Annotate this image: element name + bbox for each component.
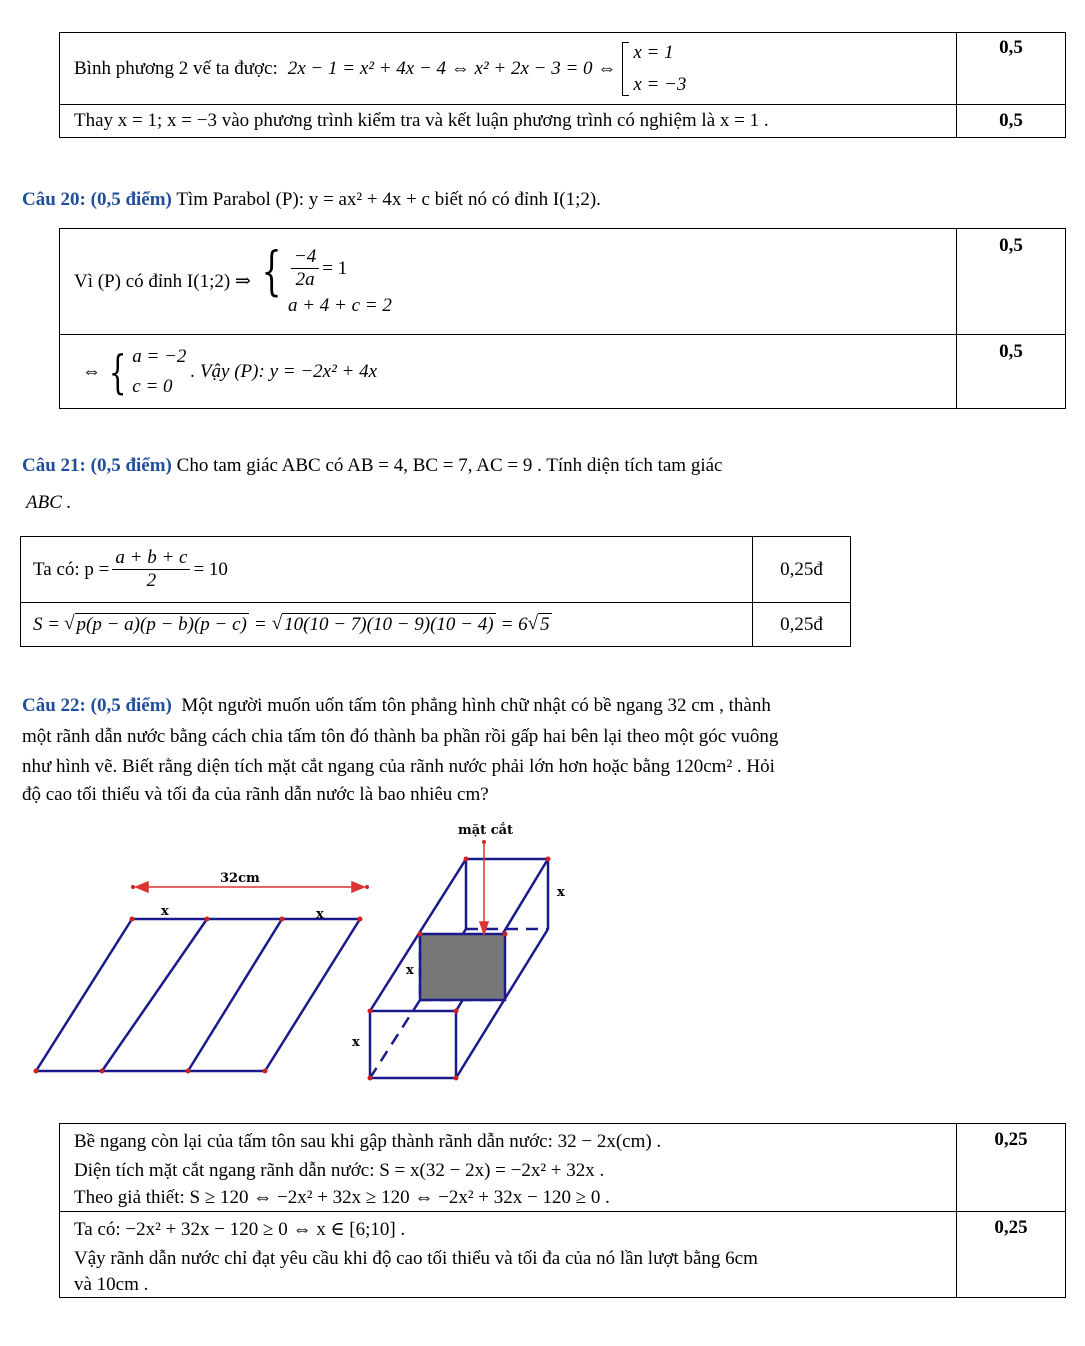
fig-width-label: 32cm	[220, 871, 260, 886]
q20-frac-num: −4	[291, 246, 319, 269]
q20-row1-lead: Vì (P) có đỉnh I(1;2) ⇒	[74, 271, 251, 292]
q21-row1-score: 0,25đ	[753, 537, 851, 603]
q22-row2-score: 0,25	[957, 1212, 1066, 1298]
fig-x-label-5: x	[352, 1035, 360, 1050]
q21-text1: Cho tam giác ABC có AB = 4, BC = 7, AC = 9 . Tính diện tích tam giác	[176, 455, 723, 476]
q21-row2-eq: =	[253, 613, 267, 635]
q21-row2-lhs: S =	[33, 613, 61, 635]
q21-radicand2: 10(10 − 7)(10 − 9)(10 − 4)	[284, 614, 494, 635]
q20-result-c: c = 0	[132, 375, 173, 397]
q20-title: Câu 20: (0,5 điểm)	[22, 189, 172, 210]
q21-row2-content: S = √ p(p − a)(p − b)(p − c) = √ 10(10 − 7)(10 − 9)(10 − 4) = 6 √ 5	[21, 603, 753, 647]
q21-title: Câu 21: (0,5 điểm)	[22, 455, 172, 476]
q22-row1-content	[60, 1124, 957, 1212]
q20-row1-score: 0,5	[957, 229, 1066, 335]
q21-row2-rhs: = 6	[500, 613, 528, 635]
q20-solution-table	[59, 228, 1066, 409]
q22-row1-line1: Bề ngang còn lại của tấm tôn sau khi gập thành rãnh dẫn nước: 32 − 2x(cm) .	[74, 1131, 662, 1152]
q19-row2-text: Thay x = 1; x = −3 vào phương trình kiểm tra và kết luận phương trình có nghiệm là x = 1 .	[60, 105, 957, 138]
q21-frac-den: 2	[146, 570, 157, 591]
q22-statement	[22, 690, 1022, 808]
q22-row2-content	[60, 1212, 957, 1298]
q21-row1-rhs: = 10	[193, 558, 228, 580]
q19-solution-table	[59, 32, 1066, 138]
q21-frac-num: a + b + c	[112, 547, 190, 570]
q22-row1-line2: Diện tích mặt cắt ngang rãnh dẫn nước: S = x(32 − 2x) = −2x² + 32x .	[74, 1160, 605, 1181]
fig-x-label-1: x	[161, 904, 169, 919]
q21-solution-table	[20, 536, 851, 647]
q20-text: Tìm Parabol (P): y = ax² + 4x + c biết nó có đỉnh I(1;2).	[176, 189, 601, 210]
q22-line1: Một người muốn uốn tấm tôn phẳng hình chữ nhật có bề ngang 32 cm , thành	[181, 695, 771, 716]
q21-row2-score: 0,25đ	[753, 603, 851, 647]
q22-line4: độ cao tối thiểu và tối đa của rãnh dẫn nước là bao nhiêu cm?	[22, 784, 489, 805]
q20-row2-conclusion: . Vậy (P): y = −2x² + 4x	[190, 360, 378, 382]
q22-line2: một rãnh dẫn nước bằng cách chia tấm tôn đó thành ba phần rồi gấp hai bên lại theo một góc vuông	[22, 726, 779, 747]
q20-frac-den: 2a	[295, 269, 315, 290]
q21-statement	[22, 450, 722, 482]
q19-row1-score: 0,5	[957, 33, 1066, 105]
q19-case2: x = −3	[633, 73, 687, 95]
q20-system-line2: a + 4 + c = 2	[287, 295, 392, 316]
q21-text2: ABC .	[26, 492, 72, 513]
q20-row2-pre: ⇔	[82, 360, 101, 382]
q22-row1-line3: Theo giả thiết: S ≥ 120 ⇔ −2x² + 32x ≥ 120 ⇔ −2x² + 32x − 120 ≥ 0 .	[74, 1187, 610, 1208]
q22-line3: như hình vẽ. Biết rằng diện tích mặt cắt ngang của rãnh nước phải lớn hơn hoặc bằng 120cm² . Hỏi	[22, 756, 775, 777]
q22-row2-line3: và 10cm .	[74, 1274, 149, 1295]
q20-row2-score: 0,5	[957, 335, 1066, 409]
q21-row1-content	[21, 537, 753, 603]
q19-row1-content	[60, 33, 957, 105]
section-pointer-arrow	[480, 842, 488, 934]
fig-x-label-3: x	[557, 885, 565, 900]
fig-x-label-4: x	[406, 963, 414, 978]
fold-line-2	[188, 919, 282, 1071]
q22-figure	[0, 810, 600, 1090]
q19-row1-lead: Bình phương 2 vế ta được:	[74, 57, 278, 79]
q22-title: Câu 22: (0,5 điểm)	[22, 695, 172, 716]
q22-row2-line1: Ta có: −2x² + 32x − 120 ≥ 0 ⇔ x ∈ [6;10] .	[74, 1219, 406, 1240]
cross-section	[420, 934, 505, 1000]
q20-statement	[22, 184, 601, 216]
q22-row1-score: 0,25	[957, 1124, 1066, 1212]
q20-frac-rhs: = 1	[322, 257, 348, 279]
q20-row1-content: Vì (P) có đỉnh I(1;2) ⇒ { $\frac{-4}{2a}$ = 1 a + 4 + c = 2	[60, 229, 957, 335]
q20-row2-content: ⇔ { a = −2 c = 0 . Vậy (P): y = −2x² + 4x	[60, 335, 957, 409]
fig-x-label-2: x	[316, 907, 324, 922]
q21-row1-lead: Ta có: p =	[33, 558, 110, 580]
q22-solution-table	[59, 1123, 1066, 1298]
q19-row2-score: 0,5	[957, 105, 1066, 138]
q20-result-a: a = −2	[132, 345, 187, 367]
q19-row1-equation: 2x − 1 = x² + 4x − 4 ⇔ x² + 2x − 3 = 0 ⇔	[287, 57, 617, 79]
fig-section-label: mặt cắt	[458, 823, 514, 838]
q22-row2-line2: Vậy rãnh dẫn nước chỉ đạt yêu cầu khi độ cao tối thiểu và tối đa của nó lần lượt bằng 6cm	[74, 1248, 758, 1269]
q21-radicand3: 5	[540, 614, 550, 635]
q21-radicand1: p(p − a)(p − b)(p − c)	[76, 614, 247, 635]
q19-case1: x = 1	[633, 41, 674, 63]
sheet-outline	[36, 919, 360, 1071]
